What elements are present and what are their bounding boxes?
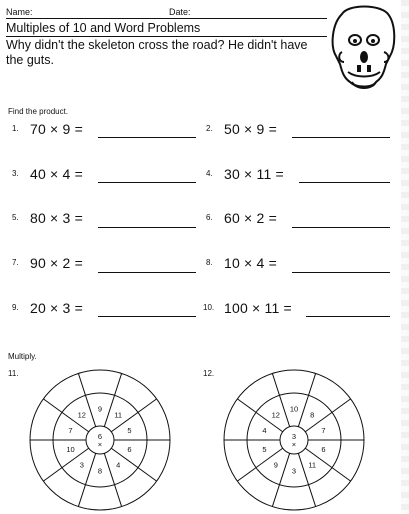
wheel-factor: 8 bbox=[97, 466, 103, 476]
wheel-factor: 5 bbox=[262, 445, 267, 455]
wheel-factor: 6 bbox=[321, 445, 326, 455]
answer-line[interactable] bbox=[98, 182, 196, 183]
wheel-number: 12. bbox=[203, 369, 215, 378]
wheel-factor: 11 bbox=[308, 460, 317, 470]
page-title: Multiples of 10 and Word Problems bbox=[6, 21, 201, 35]
problem-expression: 20 × 3 = bbox=[30, 300, 83, 316]
instruction-find-product: Find the product. bbox=[8, 107, 69, 116]
problem-number: 6. bbox=[206, 213, 213, 222]
wheel-factor: 10 bbox=[289, 404, 299, 414]
instruction-multiply: Multiply. bbox=[8, 352, 37, 361]
problem-number: 8. bbox=[206, 258, 213, 267]
wheel-operator: × bbox=[291, 440, 297, 449]
problem-expression: 30 × 11 = bbox=[224, 166, 284, 182]
problem-number: 7. bbox=[12, 258, 19, 267]
problem-expression: 100 × 11 = bbox=[224, 300, 292, 316]
problem-expression: 50 × 9 = bbox=[224, 121, 277, 137]
multiplication-wheel-12 bbox=[222, 368, 366, 512]
wheel-center-factor: 3 bbox=[291, 432, 297, 441]
wheel-factor: 9 bbox=[97, 404, 103, 414]
wheel-factor: 3 bbox=[79, 460, 84, 470]
wheel-factor: 7 bbox=[68, 425, 73, 435]
wheel-factor: 4 bbox=[116, 460, 121, 470]
answer-line[interactable] bbox=[292, 227, 390, 228]
answer-line[interactable] bbox=[306, 316, 390, 317]
answer-line[interactable] bbox=[299, 182, 390, 183]
wheel-factor: 12 bbox=[77, 410, 86, 420]
joke-text: Why didn't the skeleton cross the road? He didn't have the guts. bbox=[6, 38, 308, 67]
name-label: Name: bbox=[6, 7, 33, 17]
problem-number: 5. bbox=[12, 213, 19, 222]
answer-line[interactable] bbox=[98, 137, 196, 138]
answer-line[interactable] bbox=[98, 316, 196, 317]
problem-expression: 10 × 4 = bbox=[224, 255, 277, 271]
answer-line[interactable] bbox=[292, 137, 390, 138]
wheel-factor: 6 bbox=[127, 445, 132, 455]
problem-number: 1. bbox=[12, 124, 19, 133]
wheel-operator: × bbox=[97, 440, 103, 449]
wheel-factor: 9 bbox=[273, 460, 278, 470]
problem-expression: 60 × 2 = bbox=[224, 210, 277, 226]
problem-number: 9. bbox=[12, 303, 19, 312]
wheel-factor: 5 bbox=[127, 425, 132, 435]
wheel-factor: 11 bbox=[114, 410, 123, 420]
wheel-center-factor: 6 bbox=[97, 432, 103, 441]
problem-number: 2. bbox=[206, 124, 213, 133]
page-edge bbox=[401, 0, 409, 514]
skull-icon bbox=[328, 2, 400, 97]
wheel-factor: 10 bbox=[66, 445, 75, 455]
answer-line[interactable] bbox=[292, 272, 390, 273]
problem-number: 4. bbox=[206, 169, 213, 178]
wheel-factor: 4 bbox=[262, 425, 267, 435]
multiplication-wheel-11 bbox=[28, 368, 172, 512]
title-rule bbox=[6, 36, 327, 37]
problem-number: 10. bbox=[203, 303, 215, 312]
date-label: Date: bbox=[169, 7, 191, 17]
wheel-number: 11. bbox=[8, 369, 19, 378]
wheel-factor: 12 bbox=[271, 410, 280, 420]
problem-expression: 80 × 3 = bbox=[30, 210, 83, 226]
problem-number: 3. bbox=[12, 169, 19, 178]
answer-line[interactable] bbox=[98, 272, 196, 273]
problem-expression: 70 × 9 = bbox=[30, 121, 83, 137]
header-rule bbox=[6, 18, 327, 19]
wheel-factor: 3 bbox=[291, 466, 297, 476]
wheel-factor: 8 bbox=[310, 410, 315, 420]
answer-line[interactable] bbox=[98, 227, 196, 228]
wheel-factor: 7 bbox=[321, 425, 326, 435]
problem-expression: 40 × 4 = bbox=[30, 166, 83, 182]
problem-expression: 90 × 2 = bbox=[30, 255, 83, 271]
